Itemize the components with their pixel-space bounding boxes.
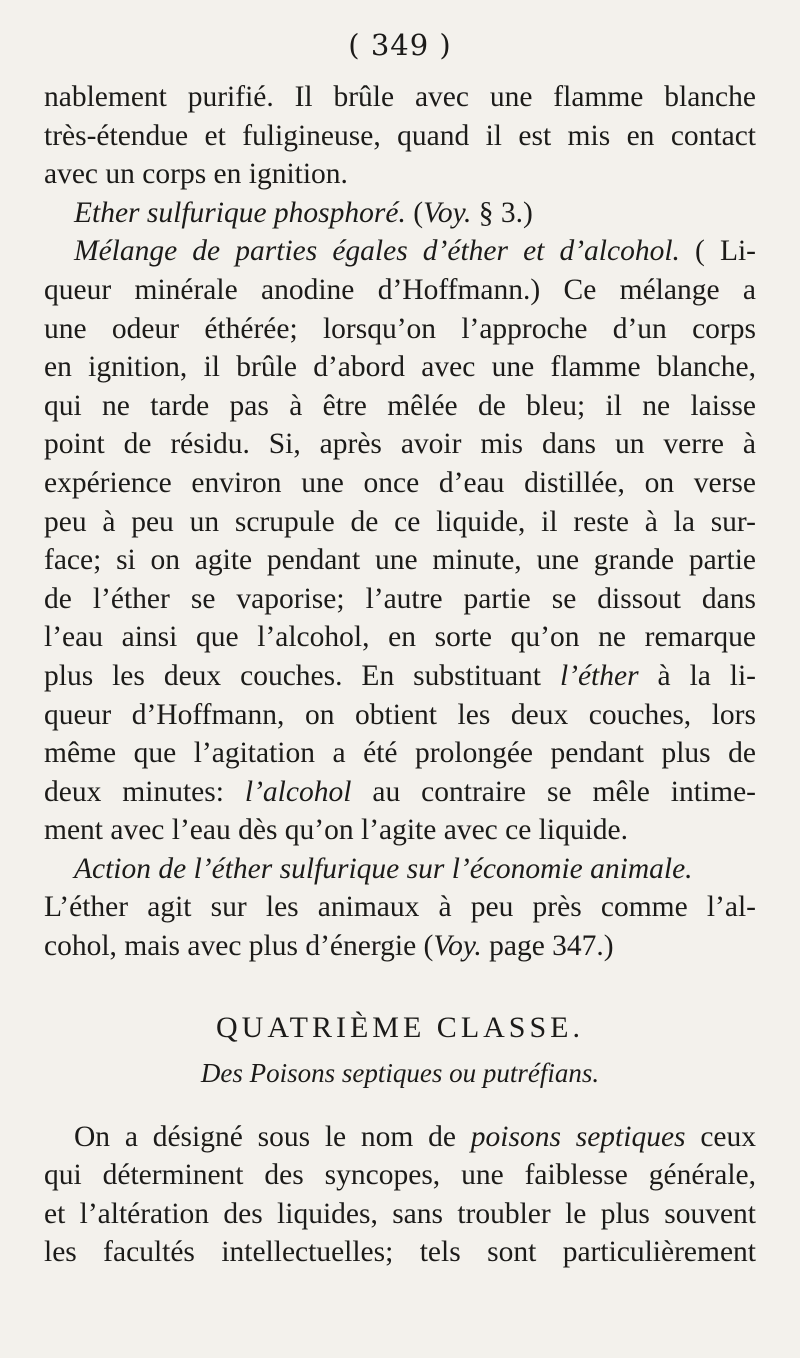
text-line: L’éther agit sur les animaux à peu près comme l’al- bbox=[44, 891, 756, 924]
text-line: l’eau ainsi que l’alcohol, en sorte qu’on ne remarque bbox=[44, 621, 756, 654]
text-line: même que l’agitation a été prolongée pendant plus de bbox=[44, 737, 756, 770]
text-line: ment avec l’eau dès qu’on l’agite avec ce liquide. bbox=[44, 814, 628, 847]
text-line: On a désigné sous le nom de poisons septiques ceux bbox=[74, 1120, 757, 1153]
spacer bbox=[44, 1096, 756, 1118]
text-line: peu à peu un scrupule de ce liquide, il reste à la sur- bbox=[44, 505, 756, 538]
spacer bbox=[44, 966, 756, 1006]
text-line: queur minérale anodine d’Hoffmann.) Ce mélange a bbox=[44, 273, 756, 306]
text-line: de l’éther se vaporise; l’autre partie se dissout dans bbox=[44, 582, 756, 615]
text-line: qui ne tarde pas à être mêlée de bleu; il ne laisse bbox=[44, 389, 756, 422]
text-line: très-étendue et fuligineuse, quand il est mis en contact bbox=[44, 119, 756, 152]
cross-reference: Voy. bbox=[423, 196, 472, 229]
text-line: nablement purifié. Il brûle avec une flamme blanche bbox=[44, 81, 756, 113]
page-body bbox=[44, 78, 756, 1272]
action-entry-title bbox=[44, 850, 756, 889]
text-line: les facultés intellectuelles; tels sont particulièrement bbox=[44, 1236, 756, 1269]
text-line: une odeur éthérée; lorsqu’on l’approche d’un corps bbox=[44, 312, 756, 345]
entry-title: Action de l’éther sulfurique sur l’économie animale. bbox=[74, 852, 693, 885]
text-line: cohol, mais avec plus d’énergie (Voy. page 347.) bbox=[44, 930, 614, 963]
text-line: avec un corps en ignition. bbox=[44, 158, 348, 191]
section-subheading: Des Poisons septiques ou putréfians. bbox=[200, 1057, 600, 1088]
page-number: ( 349 ) bbox=[348, 28, 452, 62]
text-line: deux minutes: l’alcohol au contraire se mêle intime- bbox=[44, 775, 756, 808]
section-heading: QUATRIÈME CLASSE. bbox=[215, 1010, 584, 1044]
text-line: expérience environ une once d’eau distillée, on verse bbox=[44, 466, 756, 499]
text-line: point de résidu. Si, après avoir mis dans un verre à bbox=[44, 428, 756, 461]
text-line: en ignition, il brûle d’abord avec une flamme blanche, bbox=[44, 351, 756, 384]
text-line: plus les deux couches. En substituant l’éther à la li- bbox=[44, 659, 757, 692]
ether-phosphore-entry: Ether sulfurique phosphoré. (Voy. § 3.) bbox=[74, 196, 533, 229]
cross-reference: Voy. bbox=[433, 930, 482, 963]
text-line: et l’altération des liquides, sans troubler le plus souvent bbox=[44, 1197, 756, 1230]
entry-title: Mélange de parties égales d’éther et d’alcohol. bbox=[74, 235, 680, 268]
melange-entry-first-line: Mélange de parties égales d’éther et d’alcohol. ( Li- bbox=[74, 235, 756, 268]
text-line: queur d’Hoffmann, on obtient les deux couches, lors bbox=[44, 698, 756, 731]
entry-title: Ether sulfurique phosphoré. bbox=[74, 196, 406, 229]
text-line: face; si on agite pendant une minute, une grande partie bbox=[44, 544, 756, 577]
text-line: qui déterminent des syncopes, une faiblesse générale, bbox=[44, 1159, 756, 1192]
